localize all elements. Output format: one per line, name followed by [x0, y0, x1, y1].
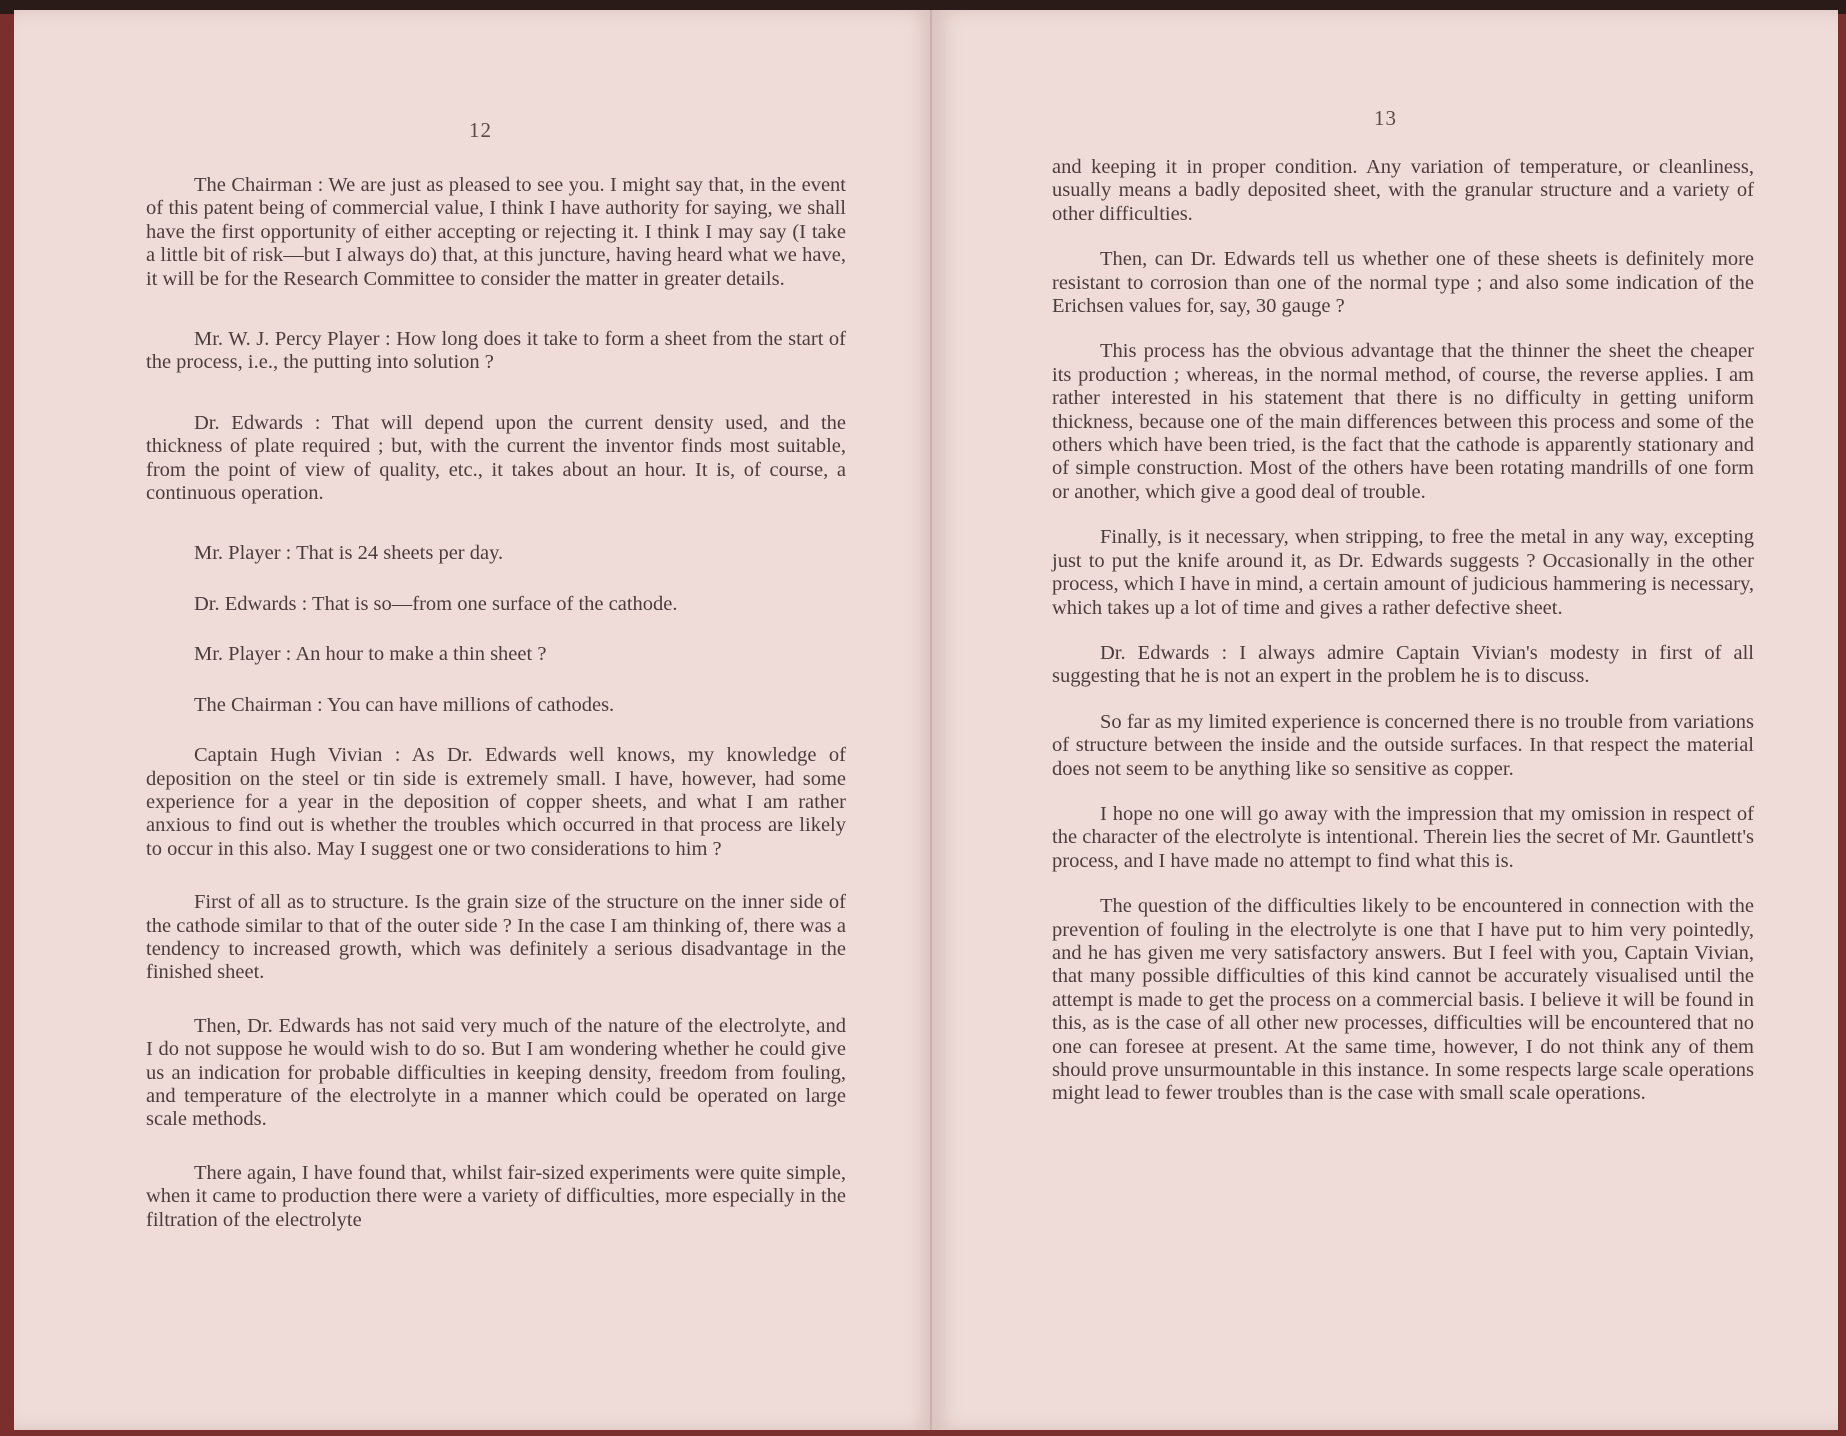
paragraph: I hope no one will go away with the impression that my omission in respect of the character of the electrolyte is intentional. Therein lies the secret of Mr. Gauntlett's process, and I have made no attempt to find what this is.	[1052, 802, 1754, 872]
paragraph: Mr. W. J. Percy Player : How long does it take to form a sheet from the start of the process, i.e., the putting into solution ?	[146, 328, 846, 374]
right-page-body	[1052, 156, 1754, 1136]
left-page	[14, 10, 932, 1430]
paragraph: Mr. Player : That is 24 sheets per day.	[194, 542, 504, 565]
paragraph: and keeping it in proper condition. Any variation of temperature, or cleanliness, usually means a badly deposited sheet, with the granular structure and a variety of other difficulties.	[1052, 156, 1754, 225]
paragraph: Dr. Edwards : I always admire Captain Vivian's modesty in first of all suggesting that he is not an expert in the problem he is to discuss.	[1052, 641, 1754, 688]
paragraph: There again, I have found that, whilst fair-sized experiments were quite simple, when it came to production there were a variety of difficulties, more especially in the filtration of the electrolyte	[146, 1161, 846, 1231]
paragraph: Then, can Dr. Edwards tell us whether one of these sheets is definitely more resistant to corrosion than one of the normal type ; and also some indication of the Erichsen values for, say, 30 gauge ?	[1052, 248, 1754, 318]
paragraph: Then, Dr. Edwards has not said very much of the nature of the electrolyte, and I do not suppose he would wish to do so. But I am wondering whether he could give us an indication for probable difficulties in keeping density, freedom from fouling, and temperature of the electrolyte in a manner which could be operated on large scale methods.	[146, 1014, 846, 1131]
right-page-number: 13	[1374, 106, 1397, 130]
left-page-number: 12	[469, 118, 492, 142]
paragraph: The Chairman : You can have millions of cathodes.	[194, 693, 615, 716]
paragraph: So far as my limited experience is concerned there is no trouble from variations of structure between the inside and the outside surfaces. In that respect the material does not seem to be anything like so sensitive as copper.	[1052, 710, 1754, 780]
paragraph: The Chairman : We are just as pleased to see you. I might say that, in the event of this patent being of commercial value, I think I have authority for saying, we shall have the first opportunity of either accepting or rejecting it. I think I may say (I take a little bit of risk—but I always do) that, at this juncture, having heard what we have, it will be for the Research Committee to consider the matter in greater details.	[146, 174, 846, 290]
paragraph: The question of the difficulties likely to be encountered in connection with the prevention of fouling in the electrolyte is one that I have put to him very pointedly, and he has given me very satisfactory answers. But I feel with you, Captain Vivian, that many possible difficulties of this kind cannot be accurately visualised until the attempt is made to get the process on a commercial basis. I believe it will be found in this, as is the case of all other new processes, difficulties will be encountered that no one can foresee at present. At the same time, however, I do not think any of them should prove unsurmountable in this instance. In some respects large scale operations might lead to fewer troubles than is the case with small scale operations.	[1052, 895, 1754, 1105]
paragraph: Dr. Edwards : That will depend upon the current density used, and the thickness of plate required ; but, with the current the inventor finds most suitable, from the point of view of quality, etc., it takes about an hour. It is, of course, a continuous operation.	[146, 411, 846, 505]
paragraph: This process has the obvious advantage that the thinner the sheet the cheaper its production ; whereas, in the normal method, of course, the reverse applies. I am rather interested in his statement that there is no difficulty in getting uniform thickness, because one of the main differences between this process and some of the others which have been tried, is the fact that the cathode is apparently stationary and of simple construction. Most of the others have been rotating mandrills of one form or another, which give a good deal of trouble.	[1052, 340, 1754, 503]
paragraph: First of all as to structure. Is the grain size of the structure on the inner side of the cathode similar to that of the outer side ? In the case I am thinking of, there was a tendency to increased growth, which was definitely a serious disadvantage in the finished sheet.	[146, 891, 846, 984]
paragraph: Mr. Player : An hour to make a thin sheet ?	[194, 643, 547, 666]
right-page	[932, 10, 1838, 1430]
paragraph: Finally, is it necessary, when stripping, to free the metal in any way, excepting just to put the knife around it, as Dr. Edwards suggests ? Occasionally in the other process, which I have in mind, a certain amount of judicious hammering is necessary, which takes up a lot of time and gives a rather defective sheet.	[1052, 526, 1754, 619]
left-page-body	[146, 174, 846, 1262]
paragraph: Captain Hugh Vivian : As Dr. Edwards well knows, my knowledge of deposition on the steel or tin side is extremely small. I have, however, had some experience for a year in the deposition of copper sheets, and what I am rather anxious to find out is whether the troubles which occurred in that process are likely to occur in this also. May I suggest one or two considerations to him ?	[146, 744, 846, 860]
paragraph: Dr. Edwards : That is so—from one surface of the cathode.	[194, 592, 678, 615]
